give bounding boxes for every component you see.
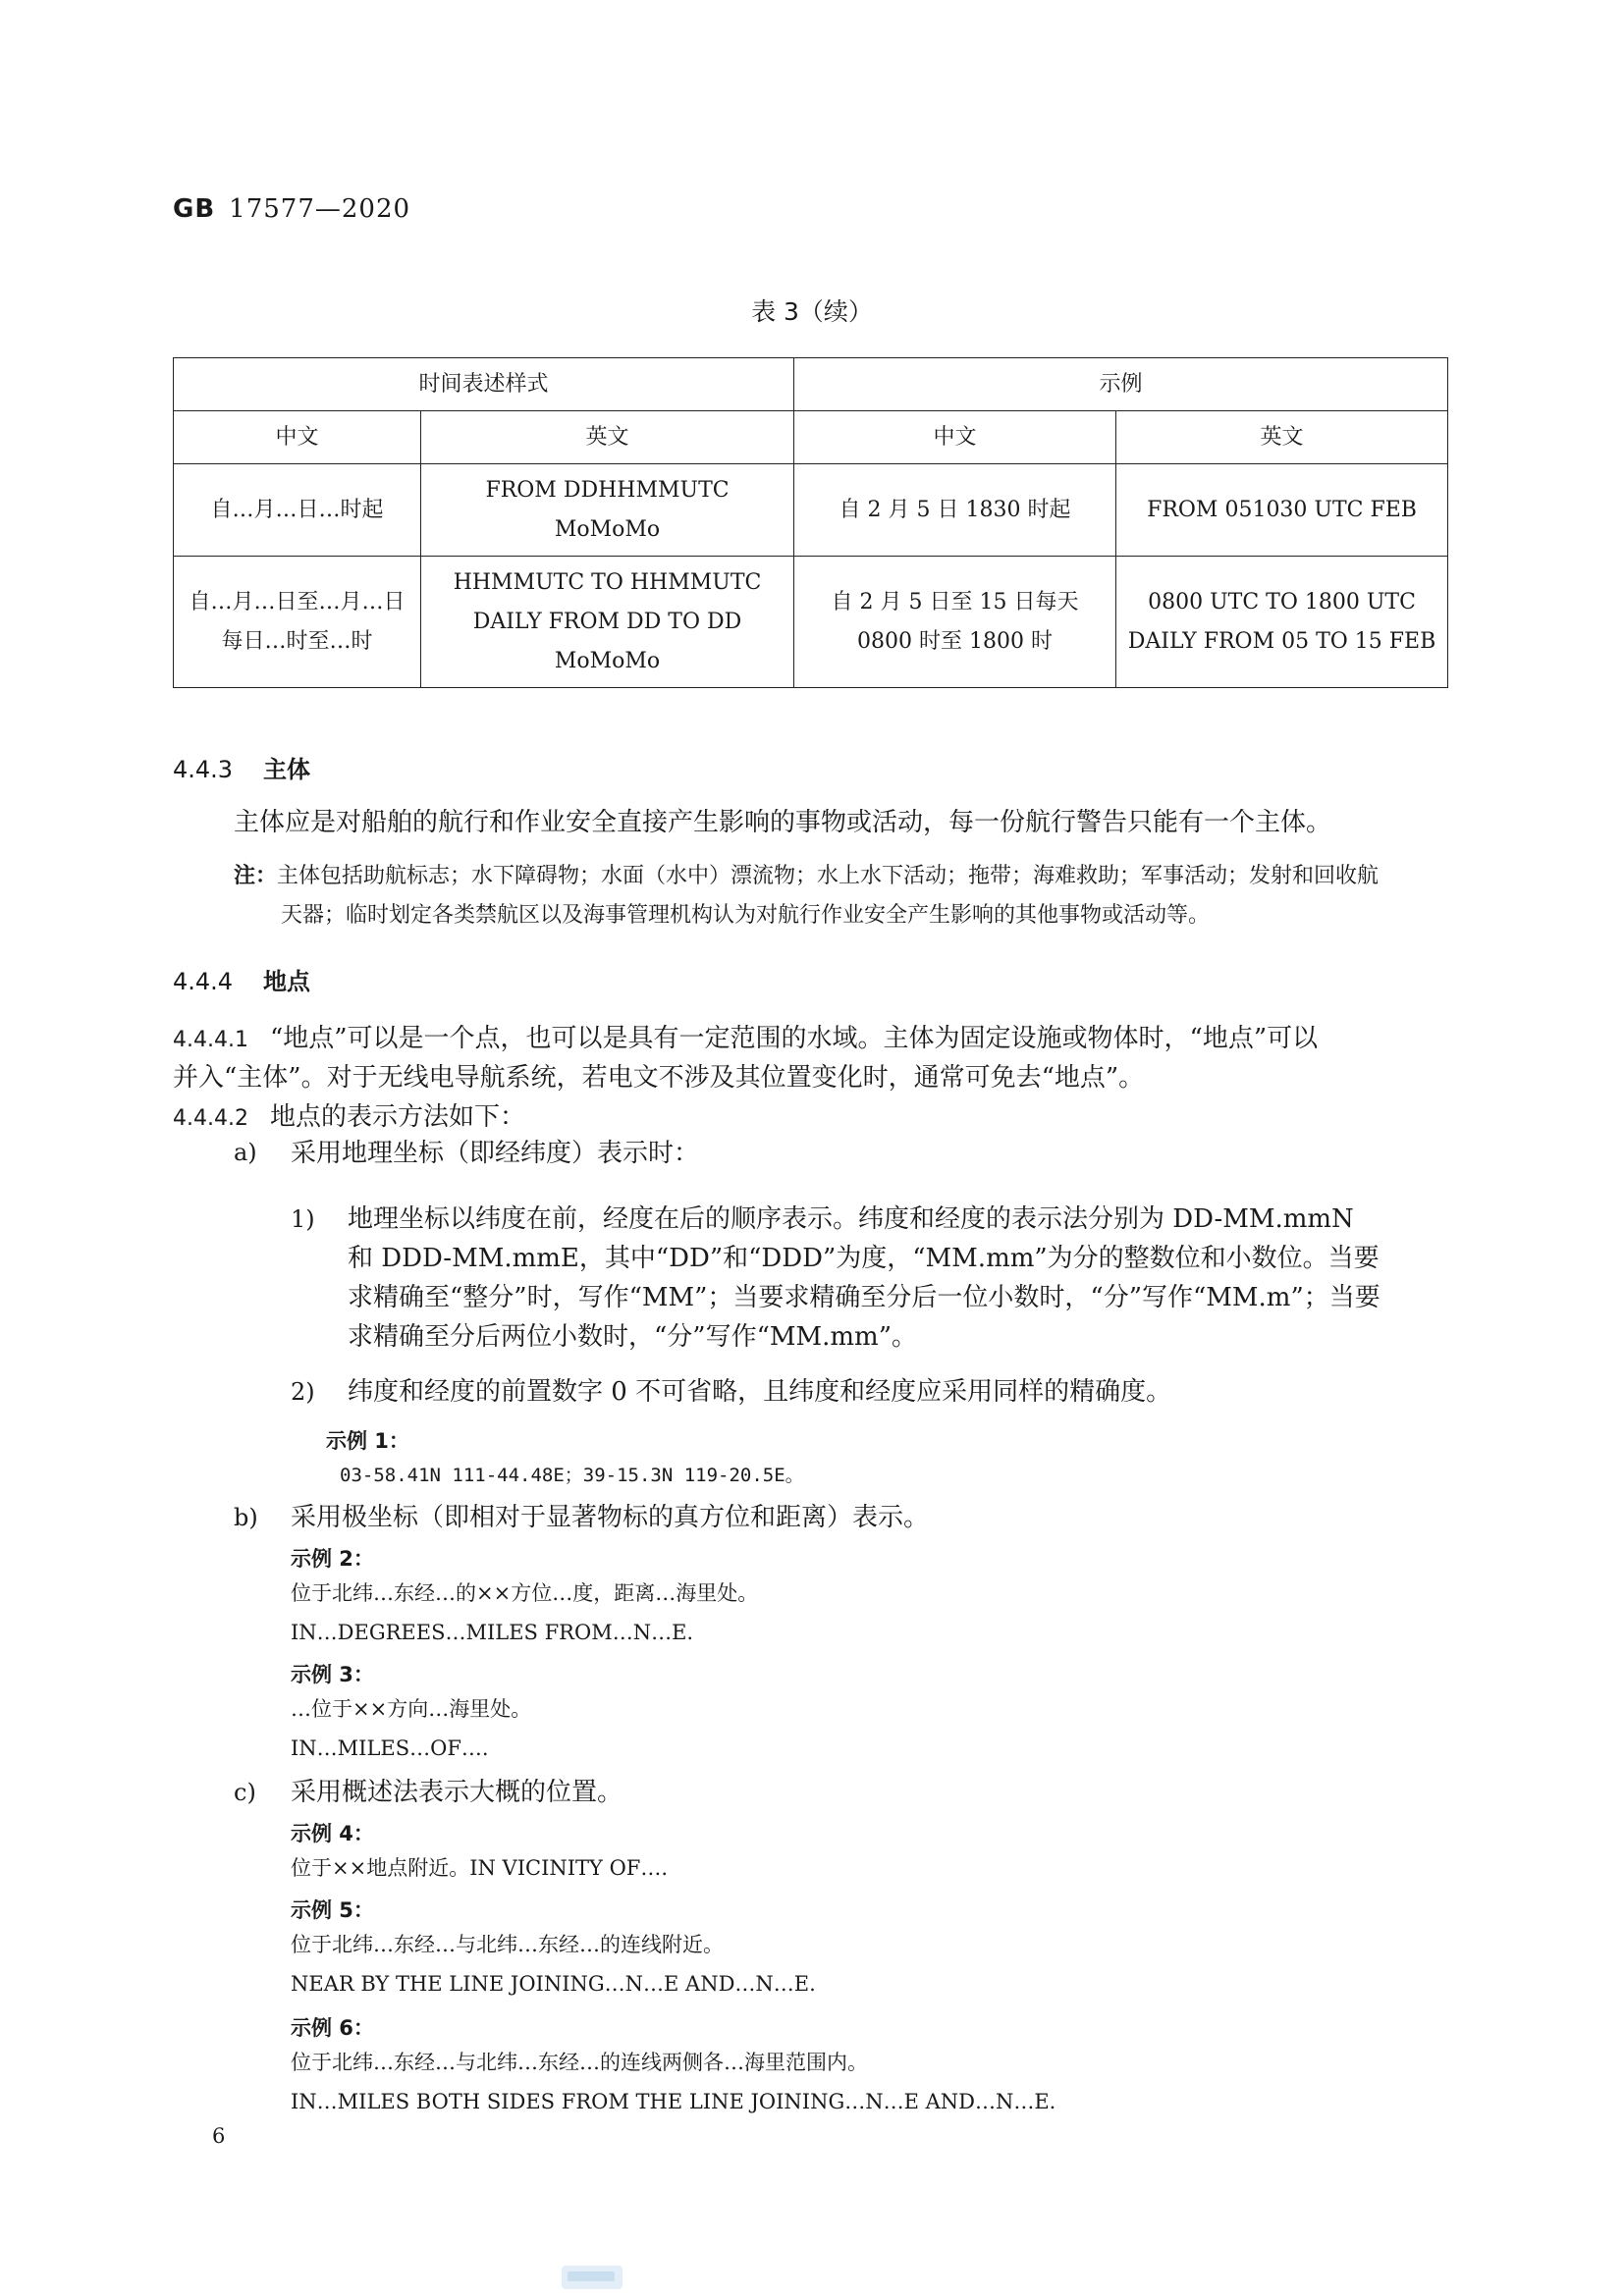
group-header-time-style: 时间表述样式 [174, 358, 794, 411]
example-text [291, 1930, 816, 1999]
section-443-body: 主体应是对船舶的航行和作业安全直接产生影响的事物或活动，每一份航行警告只能有一个主体。 [234, 808, 1332, 837]
time-format-table [173, 357, 1448, 688]
example-label: 示例 1： [326, 1429, 409, 1453]
table-row [174, 464, 1448, 557]
watermark-logo-icon [560, 2262, 628, 2291]
sub-item-line: 地理坐标以纬度在前，经度在后的顺序表示。纬度和经度的表示法分别为 DD-MM.mmN [348, 1204, 1354, 1234]
example-line: IN…MILES…OF…. [291, 1736, 489, 1760]
cell-example-en [1116, 557, 1448, 688]
clause-4442 [173, 1097, 525, 1139]
sub-header-cn: 中文 [174, 411, 421, 464]
sub-item-line: 和 DDD-MM.mmE，其中“DD”和“DDD”为度，“MM.mm”为分的整数位和小数位。当要 [348, 1244, 1380, 1273]
list-marker: c) [234, 1779, 256, 1806]
cell-line: DAILY FROM 05 TO 15 FEB [1127, 628, 1436, 654]
list-item-c: 采用概述法表示大概的位置。 [291, 1778, 623, 1807]
sub-item-1 [348, 1200, 1380, 1357]
cell-line: 每日…时至…时 [221, 628, 373, 654]
cell-style-en [421, 464, 794, 557]
note-line: 主体包括助航标志；水下障碍物；水面（水中）漂流物；水上水下活动；拖带；海难救助；军事活动；发射和回收航 [277, 864, 1380, 888]
example-line: …位于××方向…海里处。 [291, 1697, 532, 1721]
clause-number: 4.4.4.2 [173, 1106, 248, 1131]
sub-item-line: 求精确至分后两位小数时，“分”写作“MM.mm”。 [348, 1322, 917, 1352]
example-line: 位于北纬…东经…与北纬…东经…的连线两侧各…海里范围内。 [291, 2051, 868, 2074]
example-text [291, 1694, 531, 1763]
cell-line: 自…月…日至…月…日 [189, 589, 406, 614]
cell-line: FROM 051030 UTC FEB [1147, 497, 1417, 522]
section-title: 主体 [263, 756, 310, 783]
section-number: 4.4.3 [173, 756, 234, 783]
cell-example-en [1116, 464, 1448, 557]
cell-line: 自…月…日…时起 [210, 497, 384, 522]
example-text [291, 1578, 758, 1647]
clause-line: “地点”可以是一个点，也可以是具有一定范围的水域。主体为固定设施或物体时，“地点”可以 [269, 1024, 1319, 1053]
example-line: IN…MILES BOTH SIDES FROM THE LINE JOINING…N…E AND…N…E. [291, 2090, 1056, 2113]
section-title: 地点 [263, 968, 310, 995]
example-line: NEAR BY THE LINE JOINING…N…E AND…N…E. [291, 1972, 816, 1996]
example-text: 03-58.41N 111-44.48E；39-15.3N 119-20.5E。 [340, 1465, 804, 1486]
sub-list-marker: 1) [291, 1205, 315, 1233]
cell-line: MoMoMo [554, 648, 661, 673]
standard-number: 17577—2020 [229, 194, 411, 224]
cell-line: FROM DDHHMMUTC [485, 477, 730, 503]
sub-header-en: 英文 [1116, 411, 1448, 464]
list-marker: a) [234, 1139, 257, 1166]
example-line: IN…DEGREES…MILES FROM…N…E. [291, 1621, 694, 1644]
section-heading-443 [173, 750, 310, 784]
cell-style-cn [174, 464, 421, 557]
list-item-b: 采用极坐标（即相对于显著物标的真方位和距离）表示。 [291, 1503, 930, 1532]
note-line: 天器；临时划定各类禁航区以及海事管理机构认为对航行作业安全产生影响的其他事物或活动等。 [281, 903, 1211, 928]
page-number: 6 [212, 2124, 226, 2148]
section-443-note [234, 857, 1379, 896]
cell-line: 0800 UTC TO 1800 UTC [1148, 589, 1416, 614]
sub-header-en: 英文 [421, 411, 794, 464]
cell-line: 0800 时至 1800 时 [857, 628, 1053, 654]
cell-line: 自 2 月 5 日 1830 时起 [839, 497, 1071, 522]
list-item-a: 采用地理坐标（即经纬度）表示时： [291, 1139, 700, 1168]
section-heading-444 [173, 962, 310, 996]
cell-example-cn [794, 464, 1116, 557]
example-line: 位于北纬…东经…与北纬…东经…的连线附近。 [291, 1933, 724, 1956]
table-row [174, 557, 1448, 688]
group-header-example: 示例 [794, 358, 1448, 411]
cell-line: DAILY FROM DD TO DD [472, 609, 742, 634]
clause-4441 [173, 1019, 1318, 1060]
clause-number: 4.4.4.1 [173, 1028, 248, 1052]
example-label: 示例 2： [291, 1547, 374, 1571]
example-label: 示例 4： [291, 1822, 374, 1845]
sub-header-cn: 中文 [794, 411, 1116, 464]
cell-line: MoMoMo [554, 516, 661, 542]
cell-style-cn [174, 557, 421, 688]
cell-style-en [421, 557, 794, 688]
example-text [291, 1853, 668, 1883]
example-label: 示例 6： [291, 2016, 374, 2040]
note-label: 注： [234, 864, 278, 888]
cell-line: HHMMUTC TO HHMMUTC [453, 569, 762, 595]
example-label: 示例 3： [291, 1663, 374, 1686]
table-sub-header-row [174, 411, 1448, 464]
sub-list-marker: 2) [291, 1378, 315, 1406]
cell-example-cn [794, 557, 1116, 688]
clause-line: 并入“主体”。对于无线电导航系统，若电文不涉及其位置变化时，通常可免去“地点”。 [173, 1063, 1145, 1093]
sub-item-line: 求精确至“整分”时，写作“MM”；当要求精确至分后一位小数时，“分”写作“MM.m”；当要 [348, 1283, 1380, 1312]
list-marker: b) [234, 1504, 258, 1531]
clause-text: 地点的表示方法如下： [269, 1102, 525, 1132]
section-number: 4.4.4 [173, 968, 234, 995]
standard-code [173, 194, 410, 224]
example-line: 位于北纬…东经…的××方位…度，距离…海里处。 [291, 1581, 759, 1605]
sub-item-2: 纬度和经度的前置数字 0 不可省略，且纬度和经度应采用同样的精确度。 [348, 1377, 1172, 1407]
table-caption: 表 3（续） [751, 297, 873, 326]
table-group-header-row [174, 358, 1448, 411]
standard-prefix: GB [173, 194, 216, 224]
example-label: 示例 5： [291, 1898, 374, 1922]
cell-line: 自 2 月 5 日至 15 日每天 [831, 589, 1079, 614]
example-line: 位于××地点附近。IN VICINITY OF…. [291, 1856, 669, 1880]
example-text [291, 2048, 1056, 2116]
